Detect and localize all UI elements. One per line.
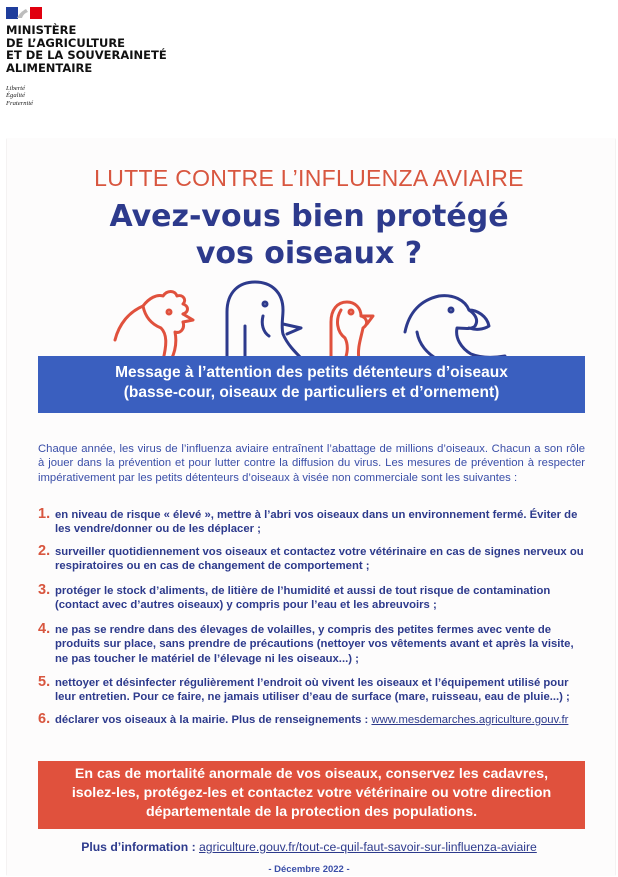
item-number: 2.: [38, 543, 51, 559]
turkey-icon: [331, 302, 373, 360]
item-text: nettoyer et désinfecter régulièrement l’endroit où vivent les oiseaux et l’équipement utilisé pour leur entretien. Pour ce faire, ne jamais utiliser d’eau de surface (mare, ruisseau, eau de pluie...) ;: [55, 677, 570, 704]
audience-banner: Message à l’attention des petits détenteurs d’oiseaux (basse-cour, oiseaux de particuliers et d’ornement): [38, 356, 585, 413]
item-text: en niveau de risque « élevé », mettre à l’abri vos oiseaux dans un environnement fermé. Éviter de les vendre/donner ou de les déplacer ;: [55, 509, 578, 536]
item-text: déclarer vos oiseaux à la mairie. Plus de renseignements : www.mesdemarches.agriculture.gouv.fr: [55, 714, 569, 726]
mesdemarches-link[interactable]: www.mesdemarches.agriculture.gouv.fr: [371, 714, 569, 726]
mortality-alert-box: En cas de mortalité anormale de vos oiseaux, conservez les cadavres, isolez-les, protégez-les et contactez votre vétérinaire ou votre direction départementale de la protection des populations.: [38, 761, 585, 829]
item-number: 6.: [38, 711, 51, 727]
poster-date: - Décembre 2022 -: [268, 864, 350, 875]
republic-motto: Liberté Égalité Fraternité: [6, 85, 34, 107]
goose-icon: [227, 282, 303, 360]
item-text: protéger le stock d’aliments, de litière de l’humidité et aussi de tout risque de contamination (contact avec d’autres oiseaux) y compris pour l’eau et les abreuvoirs ;: [55, 585, 551, 612]
marianne-flag-icon: [6, 7, 42, 19]
ministry-name: MINISTÈRE DE L’AGRICULTURE ET DE LA SOUVERAINETÉ ALIMENTAIRE: [6, 23, 167, 75]
intro-paragraph: Chaque année, les virus de l’influenza aviaire entraînent l’abattage de millions d’oiseaux. Chacun a son rôle à jouer dans la prévention et pour lutter contre la diffusion du virus. Les mesures de prévention à respecter impérativement par les petits détenteurs d’oiseaux à visée non commerciale sont les suivantes :: [38, 443, 585, 484]
item-text: ne pas se rendre dans des élevages de volailles, y compris des petites fermes avec vente de produits sur place, sans prendre de précautions (nettoyer vos vêtements avant et après la visite, ne pas toucher le matériel de l’élevage ni les oiseaux...) ;: [55, 624, 574, 665]
chicken-icon: [115, 292, 193, 361]
poster-kicker: LUTTE CONTRE L’INFLUENZA AVIAIRE: [94, 165, 524, 191]
poster-title: Avez-vous bien protégé vos oiseaux ?: [109, 199, 509, 271]
item-text: surveiller quotidiennement vos oiseaux et contactez votre vétérinaire en cas de signes nerveux ou respiratoires ou en cas de changement de comportement ;: [55, 546, 584, 573]
item-number: 1.: [38, 506, 51, 522]
item-number: 4.: [38, 621, 51, 637]
more-info-link[interactable]: agriculture.gouv.fr/tout-ce-quil-faut-savoir-sur-linfluenza-aviaire: [199, 840, 537, 854]
duck-icon: [405, 296, 505, 360]
item-number: 3.: [38, 582, 51, 598]
item-number: 5.: [38, 674, 51, 690]
more-info-line: Plus d’information : agriculture.gouv.fr/tout-ce-quil-faut-savoir-sur-linfluenza-aviaire: [81, 840, 537, 854]
birds-illustration: [105, 272, 513, 360]
